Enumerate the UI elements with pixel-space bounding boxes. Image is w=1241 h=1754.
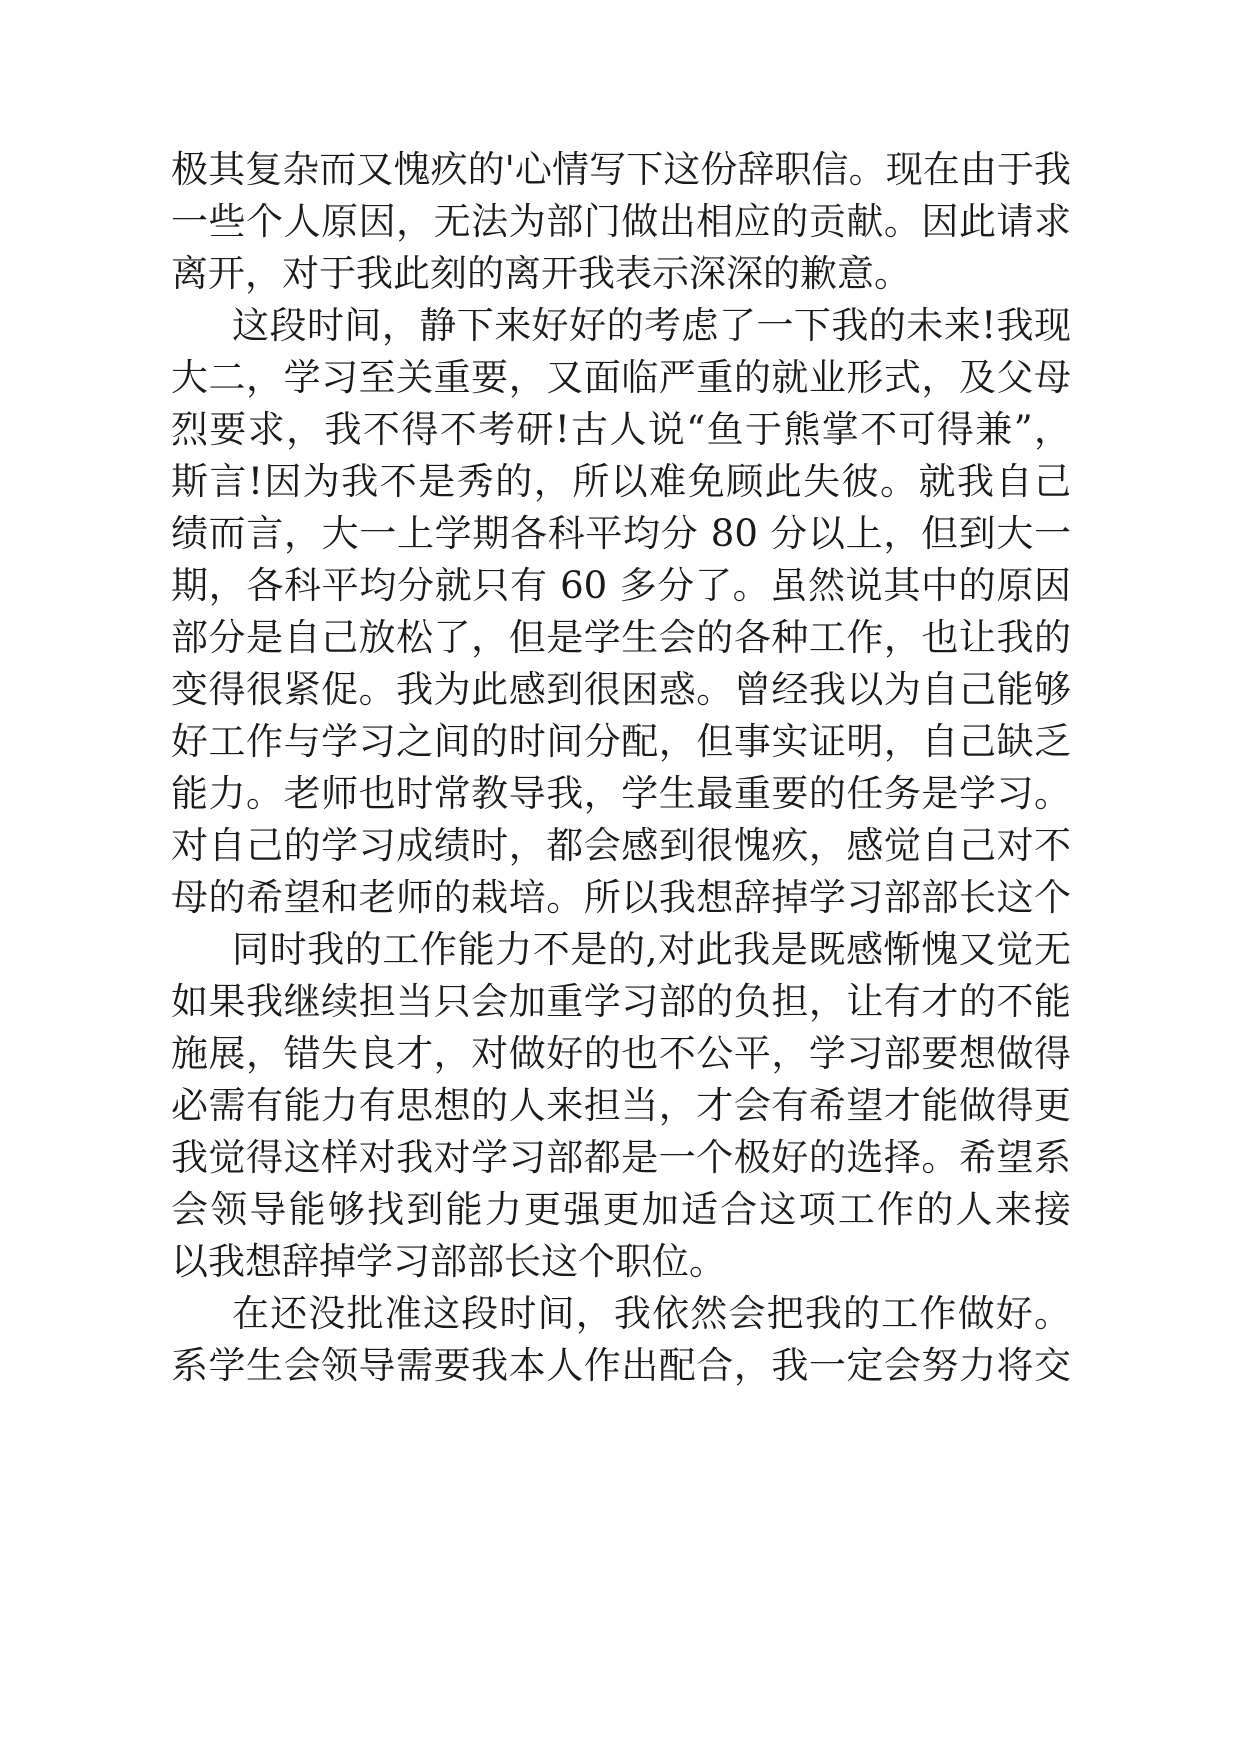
text-line: 我觉得这样对我对学习部都是一个极好的选择。希望系 [171,1136,1071,1179]
text-line: 能力。老师也时常教导我，学生最重要的任务是学习。 [171,772,1071,815]
text-line: 大二，学习至关重要，又面临严重的就业形式，及父母 [171,356,1071,399]
text-line: 极其复杂而又愧疚的'心情写下这份辞职信。现在由于我 [171,148,1071,191]
text-line: 会领导能够找到能力更强更加适合这项工作的人来接 [171,1188,1071,1231]
text-line: 一些个人原因，无法为部门做出相应的贡献。因此请求 [171,200,1071,243]
text-line: 斯言!因为我不是秀的，所以难免顾此失彼。就我自己 [171,460,1071,503]
text-line: 以我想辞掉学习部部长这个职位。 [171,1240,726,1283]
text-line: 施展，错失良才，对做好的也不公平，学习部要想做得 [171,1032,1071,1075]
text-line: 这段时间，静下来好好的考虑了一下我的未来!我现 [232,304,1071,347]
text-line: 烈要求，我不得不考研!古人说“鱼于熊掌不可得兼”， [171,408,1071,451]
text-line: 如果我继续担当只会加重学习部的负担，让有才的不能 [171,980,1071,1023]
text-line: 部分是自己放松了，但是学生会的各种工作，也让我的 [171,616,1071,659]
text-line: 母的希望和老师的栽培。所以我想辞掉学习部部长这个 [171,876,1071,919]
text-line: 期，各科平均分就只有 60 多分了。虽然说其中的原因 [171,564,1071,607]
text-line: 对自己的学习成绩时，都会感到很愧疚，感觉自己对不 [171,824,1071,867]
text-line: 绩而言，大一上学期各科平均分 80 分以上，但到大一 [171,512,1071,555]
text-line: 系学生会领导需要我本人作出配合，我一定会努力将交 [171,1344,1071,1387]
text-line: 变得很紧促。我为此感到很困惑。曾经我以为自己能够 [171,668,1071,711]
text-line: 同时我的工作能力不是的,对此我是既感惭愧又觉无 [232,928,1071,971]
text-line: 好工作与学习之间的时间分配，但事实证明，自己缺乏 [171,720,1071,763]
text-line: 离开，对于我此刻的离开我表示深深的歉意。 [171,252,911,295]
text-line: 必需有能力有思想的人来担当，才会有希望才能做得更 [171,1084,1071,1127]
text-line: 在还没批准这段时间，我依然会把我的工作做好。 [232,1292,1071,1335]
